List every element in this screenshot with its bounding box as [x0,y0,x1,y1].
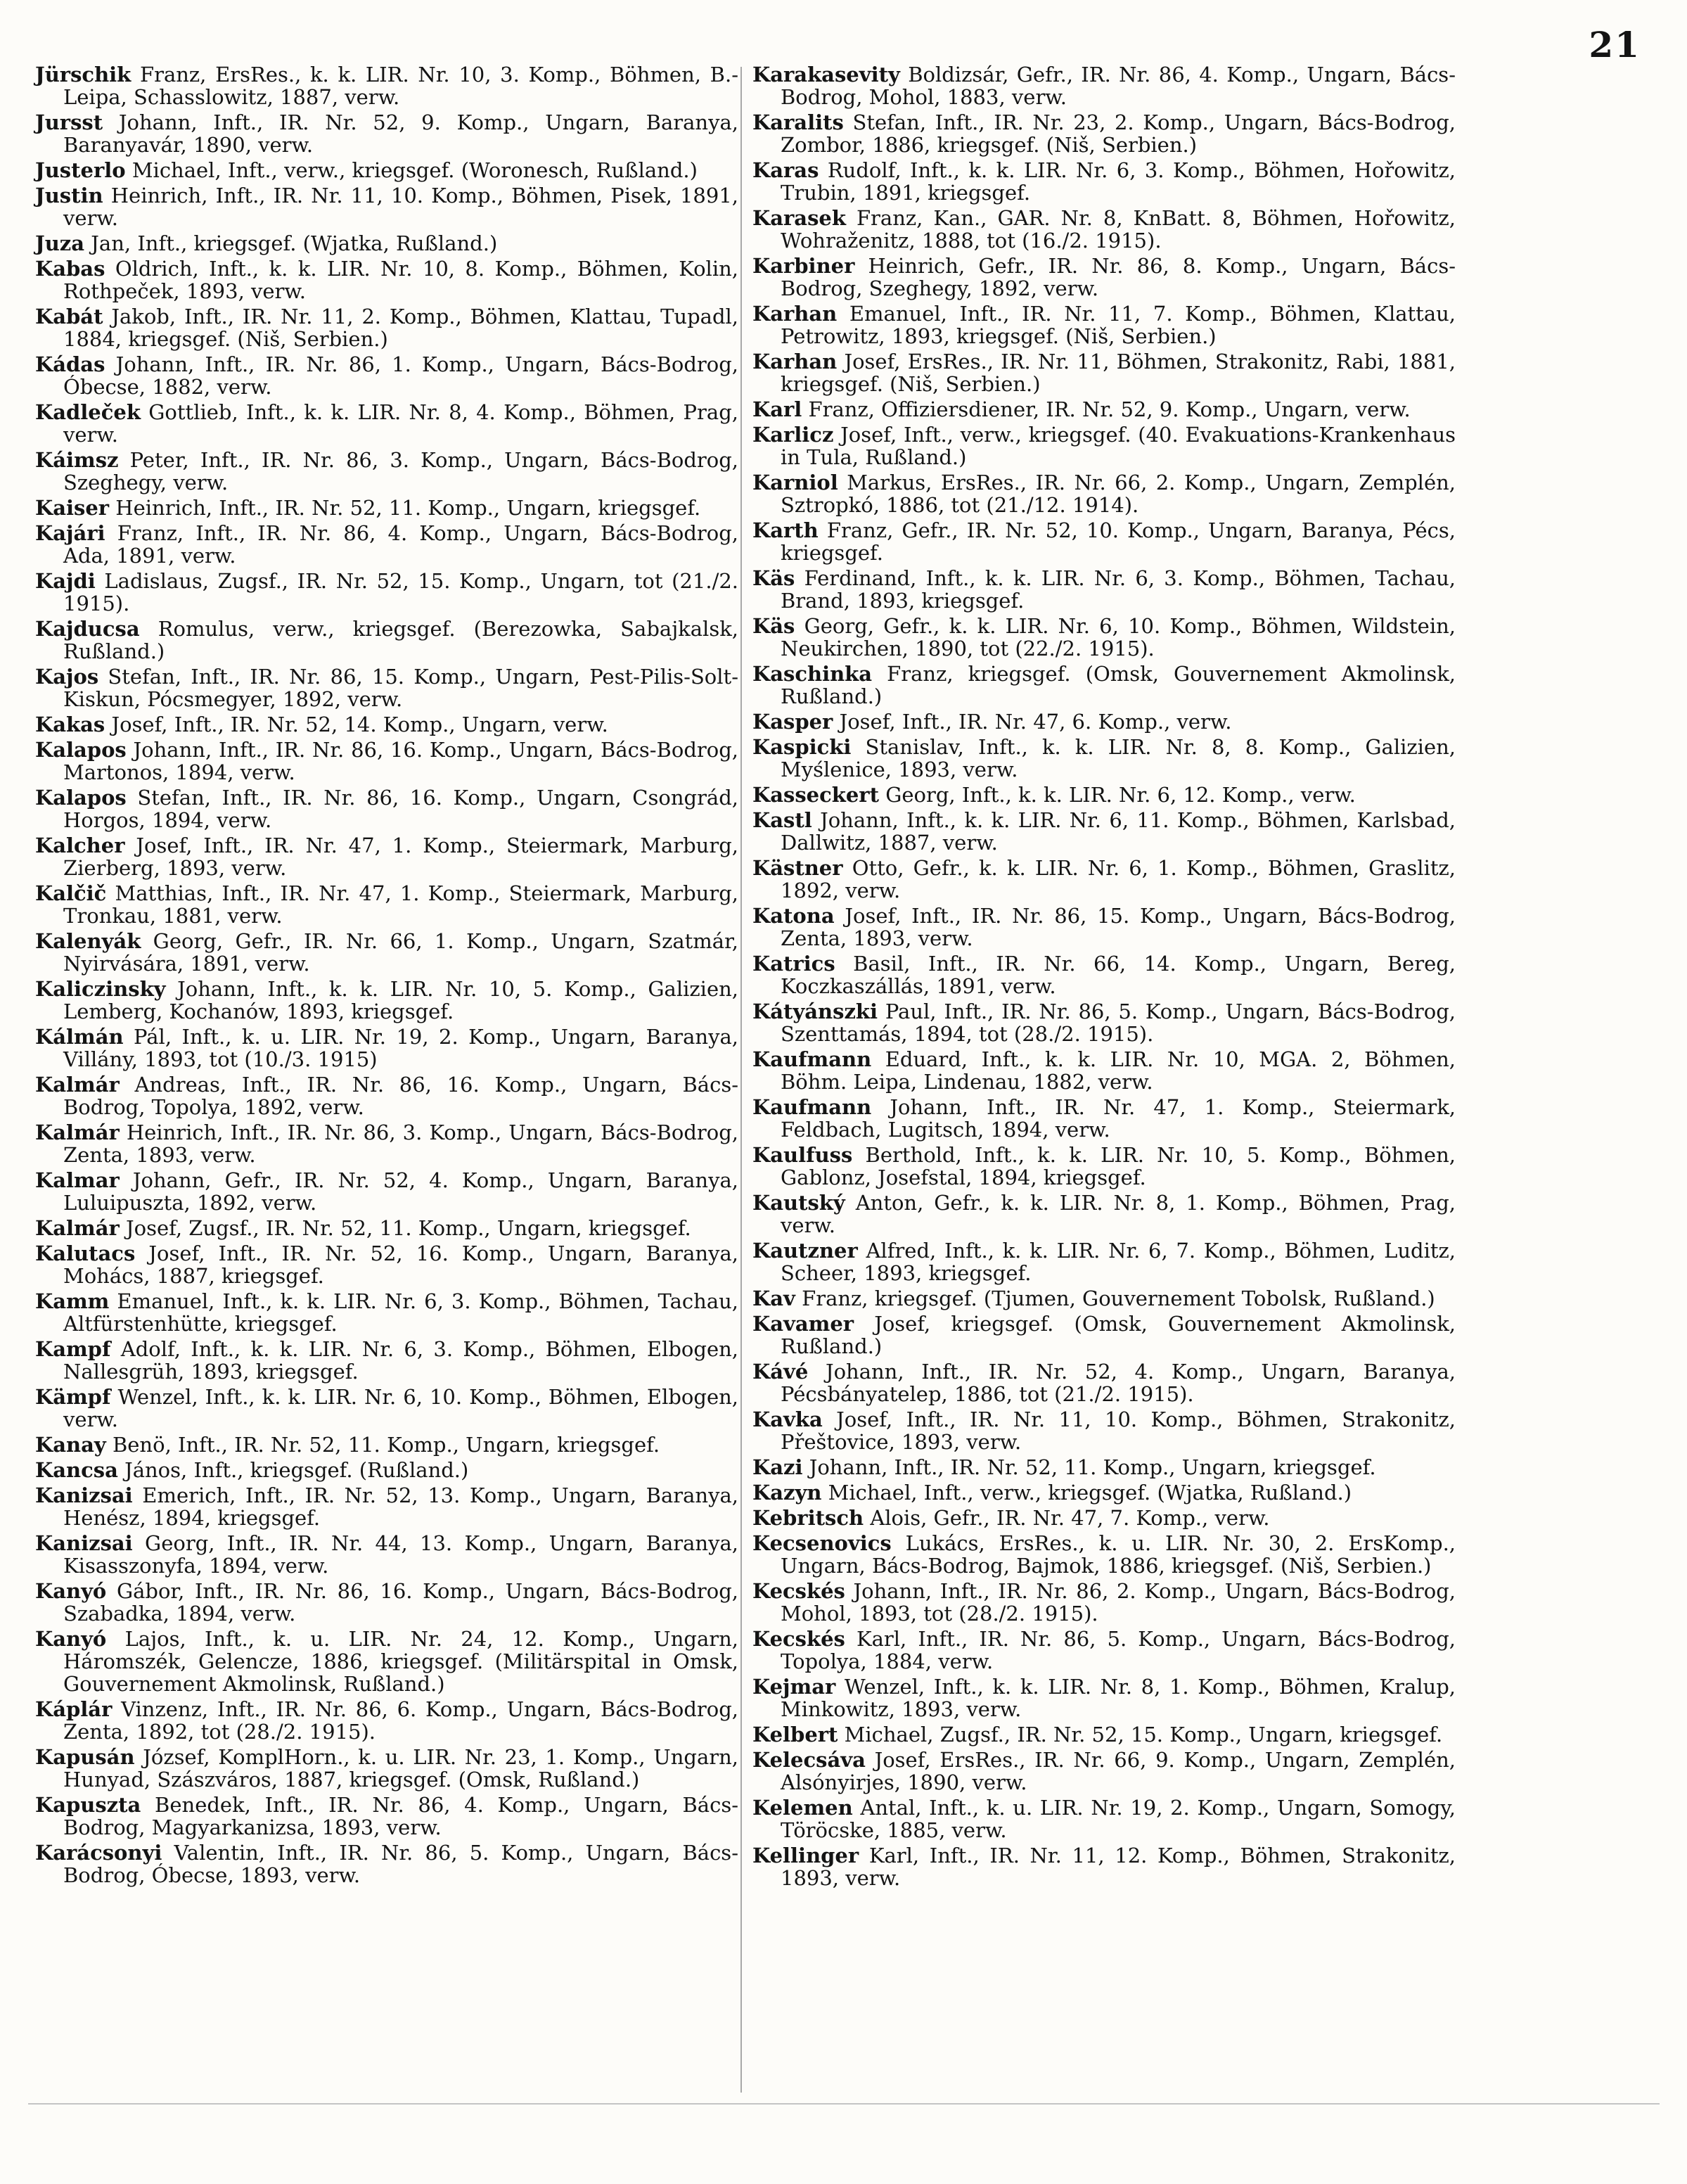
casualty-entry [35,834,738,879]
entry-details: Johann, Inft., k. k. LIR. Nr. 10, 5. Komp., Galizien, Lemberg, Kochanów, 1893, kriegsgef. [63,977,739,1023]
entry-surname: Kämpf [35,1385,111,1409]
entry-surname: Kalmár [35,1120,120,1144]
casualty-entry [35,1386,738,1431]
casualty-entry [35,111,738,156]
entry-surname: Kelemen [752,1796,853,1820]
casualty-entry [752,519,1456,564]
entry-details: Stefan, Inft., IR. Nr. 86, 16. Komp., Ungarn, Csongrád, Horgos, 1894, verw. [63,786,739,832]
entry-details: Josef, Inft., IR. Nr. 47, 1. Komp., Steiermark, Marburg, Zierberg, 1893, verw. [63,834,739,880]
casualty-entry [752,398,1456,421]
casualty-entry [35,497,738,519]
casualty-entry [35,1073,738,1118]
entry-surname: Karhan [752,350,838,373]
entry-surname: Kalčič [35,881,107,905]
casualty-entry [35,353,738,398]
entry-surname: Käs [752,566,795,590]
entry-surname: Kecskés [752,1579,845,1603]
entry-details: Peter, Inft., IR. Nr. 86, 3. Komp., Ungarn, Bács-Bodrog, Szeghegy, verw. [63,448,739,494]
casualty-entry [752,1723,1456,1746]
entry-surname: Justerlo [35,158,126,182]
casualty-entry [752,1360,1456,1405]
casualty-entry [35,1459,738,1481]
entry-details: Adolf, Inft., k. k. LIR. Nr. 6, 3. Komp., Böhmen, Elbogen, Nallesgrüh, 1893, kriegsgef. [63,1337,738,1384]
entry-details: Heinrich, Gefr., IR. Nr. 86, 8. Komp., Ungarn, Bács-Bodrog, Szeghegy, 1892, verw. [781,254,1456,300]
entry-surname: Karlicz [752,423,834,447]
entry-details: Josef, Inft., IR. Nr. 52, 14. Komp., Ungarn, verw. [111,713,608,736]
entry-details: Josef, ErsRes., IR. Nr. 11, Böhmen, Strakonitz, Rabi, 1881, kriegsgef. (Niš, Serbien.) [781,350,1456,396]
entry-surname: Kancsa [35,1458,118,1482]
entry-surname: Käs [752,614,795,638]
casualty-entry [752,1580,1456,1625]
casualty-entry [35,786,738,831]
casualty-entry [35,1794,738,1839]
entry-surname: Kästner [752,856,843,880]
entry-details: Johann, Inft., k. k. LIR. Nr. 6, 11. Komp., Böhmen, Karlsbad, Dallwitz, 1887, verw. [781,808,1456,855]
entry-surname: Kellinger [752,1844,859,1867]
casualty-entry [35,257,738,302]
entry-details: Boldizsár, Gefr., IR. Nr. 86, 4. Komp., Ungarn, Bács-Bodrog, Mohol, 1883, verw. [781,63,1456,109]
casualty-entry [35,159,738,181]
casualty-entry [35,1746,738,1791]
entry-surname: Katrics [752,952,835,976]
entry-surname: Kaiser [35,496,110,520]
entry-details: Franz, ErsRes., k. k. LIR. Nr. 10, 3. Komp., Böhmen, B.-Leipa, Schasslowitz, 1887, verw. [63,63,739,109]
casualty-entry [35,1484,738,1529]
casualty-entry [752,905,1456,950]
entry-details: Heinrich, Inft., IR. Nr. 52, 11. Komp., Ungarn, kriegsgef. [115,496,701,520]
entry-details: János, Inft., kriegsgef. (Rußland.) [124,1458,469,1482]
entry-details: Otto, Gefr., k. k. LIR. Nr. 6, 1. Komp., Böhmen, Graslitz, 1892, verw. [781,856,1456,902]
casualty-entry [35,713,738,736]
casualty-entry [35,449,738,494]
entry-details: Josef, Inft., IR. Nr. 52, 16. Komp., Ungarn, Baranya, Mohács, 1887, kriegsgef. [63,1241,738,1288]
casualty-entry [35,739,738,784]
left-column [35,63,738,1889]
entry-details: Gottlieb, Inft., k. k. LIR. Nr. 8, 4. Komp., Böhmen, Prag, verw. [63,400,738,447]
entry-details: Heinrich, Inft., IR. Nr. 86, 3. Komp., Ungarn, Bács-Bodrog, Zenta, 1893, verw. [63,1120,738,1167]
entry-surname: Kalapos [35,738,127,762]
entry-surname: Kabas [35,257,105,281]
entry-surname: Karas [752,158,819,182]
entry-details: Ladislaus, Zugsf., IR. Nr. 52, 15. Komp., Ungarn, tot (21./2. 1915). [63,569,739,615]
entry-surname: Kaufmann [752,1047,872,1071]
entry-details: Georg, Inft., k. k. LIR. Nr. 6, 12. Komp., verw. [885,783,1356,807]
entry-details: Emanuel, Inft., k. k. LIR. Nr. 6, 3. Komp., Böhmen, Tachau, Altfürstenhütte, kriegsgef. [63,1289,739,1336]
entry-surname: Kakas [35,713,105,736]
entry-details: Matthias, Inft., IR. Nr. 47, 1. Komp., Steiermark, Marburg, Tronkau, 1881, verw. [63,881,739,928]
entry-surname: Karniol [752,471,838,494]
entry-surname: Kavka [752,1407,823,1431]
entry-surname: Káimsz [35,448,119,472]
entry-details: Josef, Inft., IR. Nr. 86, 15. Komp., Ungarn, Bács-Bodrog, Zenta, 1893, verw. [781,904,1456,950]
casualty-entry [752,1481,1456,1504]
entry-details: Josef, Inft., IR. Nr. 11, 10. Komp., Böhmen, Strakonitz, Přeštovice, 1893, verw. [781,1407,1456,1454]
entry-surname: Kautský [752,1191,845,1215]
entry-surname: Kapusán [35,1745,135,1769]
entry-surname: Kejmar [752,1675,836,1699]
entry-surname: Kecskés [752,1627,845,1651]
casualty-entry [752,1096,1456,1141]
entry-details: Stefan, Inft., IR. Nr. 86, 15. Komp., Ungarn, Pest-Pilis-Solt-Kiskun, Pócsmegyer, 1892, verw. [63,665,738,711]
entry-surname: Karl [752,397,802,421]
entry-details: Josef, Inft., IR. Nr. 47, 6. Komp., verw. [839,710,1232,734]
entry-details: Vinzenz, Inft., IR. Nr. 86, 6. Komp., Ungarn, Bács-Bodrog, Zenta, 1892, tot (28./2. 1915). [63,1697,738,1744]
entry-surname: Kaliczinsky [35,977,166,1001]
entry-details: Michael, Zugsf., IR. Nr. 52, 15. Komp., Ungarn, kriegsgef. [844,1723,1443,1746]
casualty-entry [752,663,1456,708]
casualty-entry [752,1287,1456,1310]
entry-details: Johann, Inft., IR. Nr. 52, 4. Komp., Ungarn, Baranya, Pécsbányatelep, 1886, tot (21./2. 1915). [781,1360,1456,1406]
casualty-entry [752,350,1456,395]
entry-surname: Kanyó [35,1579,107,1603]
entry-surname: Kálmán [35,1025,124,1049]
entry-surname: Kalmár [35,1216,120,1240]
entry-details: Jakob, Inft., IR. Nr. 11, 2. Komp., Böhmen, Klattau, Tupadl, 1884, kriegsgef. (Niš, Serbien.) [63,305,738,351]
casualty-entry [752,1408,1456,1453]
entry-details: Karl, Inft., IR. Nr. 11, 12. Komp., Böhmen, Strakonitz, 1893, verw. [781,1844,1456,1890]
casualty-entry [35,930,738,975]
entry-surname: Karalits [752,110,844,134]
entry-surname: Kanizsai [35,1483,133,1507]
casualty-entry [752,1749,1456,1794]
entry-surname: Karbiner [752,254,855,278]
entry-surname: Kaspicki [752,735,852,759]
casualty-entry [752,1239,1456,1284]
entry-details: Johann, Inft., IR. Nr. 86, 2. Komp., Ungarn, Bács-Bodrog, Mohol, 1893, tot (28./2. 1915). [781,1579,1456,1626]
casualty-entry [35,978,738,1023]
casualty-entry [35,570,738,615]
casualty-entry [35,1169,738,1214]
entry-details: Franz, kriegsgef. (Tjumen, Gouvernement Tobolsk, Rußland.) [802,1286,1435,1310]
casualty-entry [35,618,738,663]
entry-surname: Kanay [35,1433,106,1457]
casualty-entry [752,784,1456,806]
casualty-entry [752,1048,1456,1093]
entry-surname: Kazi [752,1455,803,1479]
entry-details: Franz, kriegsgef. (Omsk, Gouvernement Akmolinsk, Rußland.) [781,662,1456,708]
entry-details: Eduard, Inft., k. k. LIR. Nr. 10, MGA. 2, Böhmen, Böhm. Leipa, Lindenau, 1882, verw. [781,1047,1456,1094]
casualty-entry [35,1841,738,1886]
entry-surname: Justin [35,184,103,207]
casualty-entry [35,1580,738,1625]
entry-details: Heinrich, Inft., IR. Nr. 11, 10. Komp., Böhmen, Pisek, 1891, verw. [63,184,738,230]
entry-surname: Kalcher [35,834,125,857]
entry-details: Franz, Kan., GAR. Nr. 8, KnBatt. 8, Böhmen, Hořowitz, Wohraženitz, 1888, tot (16./2. 1915). [781,206,1456,253]
entry-surname: Kavamer [752,1312,854,1336]
entry-details: Johann, Inft., IR. Nr. 86, 1. Komp., Ungarn, Bács-Bodrog, Óbecse, 1882, verw. [63,352,738,399]
entry-details: Gábor, Inft., IR. Nr. 86, 16. Komp., Ungarn, Bács-Bodrog, Szabadka, 1894, verw. [63,1579,738,1626]
entry-details: Johann, Inft., IR. Nr. 86, 16. Komp., Ungarn, Bács-Bodrog, Martonos, 1894, verw. [63,738,738,784]
entry-details: Johann, Gefr., IR. Nr. 52, 4. Komp., Ungarn, Baranya, Luluipuszta, 1892, verw. [63,1168,738,1215]
casualty-entry [35,1628,738,1695]
casualty-entry [752,255,1456,300]
casualty-entry [35,1532,738,1577]
casualty-entry [35,1338,738,1383]
casualty-entry [35,1121,738,1166]
entry-details: József, KomplHorn., k. u. LIR. Nr. 23, 1. Komp., Ungarn, Hunyad, Szászváros, 1887, kriegsgef. (Omsk, Rußland.) [63,1745,739,1792]
casualty-entry [752,952,1456,997]
entry-details: Anton, Gefr., k. k. LIR. Nr. 8, 1. Komp., Böhmen, Prag, verw. [781,1191,1456,1237]
entry-surname: Kasper [752,710,833,734]
casualty-entry [752,1313,1456,1358]
entry-details: Franz, Offiziersdiener, IR. Nr. 52, 9. Komp., Ungarn, verw. [808,397,1411,421]
entry-surname: Kelbert [752,1723,838,1746]
casualty-entry [35,1290,738,1335]
entry-details: Berthold, Inft., k. k. LIR. Nr. 10, 5. Komp., Böhmen, Gablonz, Josefstal, 1894, kriegsgef. [781,1143,1456,1189]
entry-details: Benö, Inft., IR. Nr. 52, 11. Komp., Ungarn, kriegsgef. [112,1433,660,1457]
entry-surname: Kanyó [35,1627,107,1651]
entry-surname: Kajos [35,665,99,689]
entry-details: Michael, Inft., verw., kriegsgef. (Wjatka, Rußland.) [828,1481,1352,1505]
entry-details: Basil, Inft., IR. Nr. 66, 14. Komp., Ungarn, Bereg, Koczkaszállás, 1891, verw. [781,952,1456,998]
entry-details: Oldrich, Inft., k. k. LIR. Nr. 10, 8. Komp., Böhmen, Kolin, Rothpeček, 1893, verw. [63,257,739,303]
entry-surname: Kastl [752,808,812,832]
casualty-entry [35,184,738,229]
entry-details: Josef, Inft., verw., kriegsgef. (40. Evakuations-Krankenhaus in Tula, Rußland.) [781,423,1456,469]
entry-surname: Kabát [35,305,103,328]
entry-details: Markus, ErsRes., IR. Nr. 66, 2. Komp., Ungarn, Zemplén, Sztropkó, 1886, tot (21./12. 1914). [781,471,1456,517]
casualty-entry [35,665,738,710]
entry-surname: Kajári [35,521,105,545]
entry-surname: Kaschinka [752,662,873,686]
right-column [752,63,1456,1892]
entry-details: Valentin, Inft., IR. Nr. 86, 5. Komp., Ungarn, Bács-Bodrog, Óbecse, 1893, verw. [63,1841,738,1887]
casualty-entry [752,1532,1456,1577]
entry-surname: Karhan [752,302,838,326]
entry-details: Andreas, Inft., IR. Nr. 86, 16. Komp., Ungarn, Bács-Bodrog, Topolya, 1892, verw. [63,1073,739,1119]
entry-surname: Kajducsa [35,617,140,641]
entry-surname: Karasek [752,206,846,230]
entry-surname: Katona [752,904,835,928]
casualty-entry [752,736,1456,781]
casualty-entry [752,111,1456,156]
casualty-entry [752,1675,1456,1720]
entry-details: Benedek, Inft., IR. Nr. 86, 4. Komp., Ungarn, Bács-Bodrog, Magyarkanizsa, 1893, verw. [63,1793,739,1839]
casualty-entry [752,567,1456,612]
entry-details: Stefan, Inft., IR. Nr. 23, 2. Komp., Ungarn, Bács-Bodrog, Zombor, 1886, kriegsgef. (Niš, Serbien.) [781,110,1456,157]
casualty-entry [752,471,1456,516]
page-number: 21 [1589,24,1641,65]
entry-details: Antal, Inft., k. u. LIR. Nr. 19, 2. Komp., Ungarn, Somogy, Töröcske, 1885, verw. [781,1796,1456,1842]
entry-details: Lukács, ErsRes., k. u. LIR. Nr. 30, 2. ErsKomp., Ungarn, Bács-Bodrog, Bajmok, 1886, kriegsgef. (Niš, Serbien.) [781,1531,1456,1578]
entry-surname: Jursst [35,110,103,134]
entry-surname: Kajdi [35,569,96,593]
entry-surname: Karakasevity [752,63,900,87]
casualty-entry [752,159,1456,204]
entry-details: Romulus, verw., kriegsgef. (Berezowka, Sabajkalsk, Rußland.) [63,617,738,663]
casualty-entry [752,1844,1456,1889]
casualty-entry [752,809,1456,854]
entry-details: Johann, Inft., IR. Nr. 47, 1. Komp., Steiermark, Feldbach, Lugitsch, 1894, verw. [781,1095,1456,1142]
casualty-entry [752,1796,1456,1841]
entry-details: Emanuel, Inft., IR. Nr. 11, 7. Komp., Böhmen, Klattau, Petrowitz, 1893, kriegsgef. (Niš, Serbien.) [781,302,1456,348]
casualty-entry [752,423,1456,468]
casualty-entry [35,232,738,255]
casualty-entry [752,1456,1456,1479]
casualty-entry [35,1433,738,1456]
entry-surname: Kampf [35,1337,111,1361]
entry-details: Josef, ErsRes., IR. Nr. 66, 9. Komp., Ungarn, Zemplén, Alsónyirjes, 1890, verw. [781,1748,1456,1794]
entry-surname: Kaufmann [752,1095,872,1119]
entry-details: Lajos, Inft., k. u. LIR. Nr. 24, 12. Komp., Ungarn, Háromszék, Gelencze, 1886, kriegsgef. (Militärspital in Omsk, Gouvernement Akmolinsk, Rußland.) [63,1627,738,1696]
entry-surname: Kav [752,1286,795,1310]
entry-details: Georg, Inft., IR. Nr. 44, 13. Komp., Ungarn, Baranya, Kisasszonyfa, 1894, verw. [63,1531,738,1578]
entry-details: Pál, Inft., k. u. LIR. Nr. 19, 2. Komp., Ungarn, Baranya, Villány, 1893, tot (10./3. 1915) [63,1025,739,1071]
entry-details: Georg, Gefr., k. k. LIR. Nr. 6, 10. Komp., Böhmen, Wildstein, Neukirchen, 1890, tot (22./2. 1915). [781,614,1456,660]
entry-surname: Kalmar [35,1168,120,1192]
casualty-entry [752,857,1456,902]
casualty-entry [752,63,1456,108]
entry-details: Karl, Inft., IR. Nr. 86, 5. Komp., Ungarn, Bács-Bodrog, Topolya, 1884, verw. [781,1627,1456,1673]
casualty-entry [35,1698,738,1743]
entry-surname: Kalapos [35,786,127,810]
entry-surname: Kautzner [752,1239,858,1263]
entry-surname: Káplár [35,1697,113,1721]
entry-details: Josef, Zugsf., IR. Nr. 52, 11. Komp., Ungarn, kriegsgef. [126,1216,691,1240]
casualty-entry [35,882,738,927]
entry-details: Jan, Inft., kriegsgef. (Wjatka, Rußland.) [91,231,498,255]
entry-surname: Karth [752,518,819,542]
entry-details: Georg, Gefr., IR. Nr. 66, 1. Komp., Ungarn, Szatmár, Nyirvására, 1891, verw. [63,929,738,976]
entry-details: Franz, Inft., IR. Nr. 86, 4. Komp., Ungarn, Bács-Bodrog, Ada, 1891, verw. [63,521,738,568]
entry-surname: Kadleček [35,400,141,424]
entry-details: Ferdinand, Inft., k. k. LIR. Nr. 6, 3. Komp., Böhmen, Tachau, Brand, 1893, kriegsgef. [781,566,1456,613]
bottom-rule [28,2103,1660,2105]
casualty-entry [35,1217,738,1239]
entry-surname: Kazyn [752,1481,822,1505]
casualty-entry [752,1192,1456,1237]
entry-surname: Kádas [35,352,105,376]
entry-surname: Kelecsáva [752,1748,866,1772]
casualty-entry [752,1507,1456,1529]
entry-details: Wenzel, Inft., k. k. LIR. Nr. 6, 10. Komp., Böhmen, Elbogen, verw. [63,1385,739,1431]
entry-details: Paul, Inft., IR. Nr. 86, 5. Komp., Ungarn, Bács-Bodrog, Szenttamás, 1894, tot (28./2. 1915). [781,1000,1456,1046]
casualty-entry [35,1026,738,1071]
entry-surname: Kalmár [35,1073,120,1097]
entry-surname: Kátyánszki [752,1000,878,1023]
entry-surname: Jürschik [35,63,132,87]
entry-details: Stanislav, Inft., k. k. LIR. Nr. 8, 8. Komp., Galizien, Myślenice, 1893, verw. [781,735,1456,781]
entry-surname: Juza [35,231,85,255]
entry-surname: Kaulfuss [752,1143,853,1167]
column-divider [740,67,742,2093]
casualty-entry [752,1628,1456,1673]
entry-surname: Kecsenovics [752,1531,892,1555]
casualty-entry [752,302,1456,347]
casualty-entry [35,305,738,350]
casualty-entry [35,522,738,567]
casualty-entry [35,63,738,108]
entry-details: Josef, kriegsgef. (Omsk, Gouvernement Akmolinsk, Rußland.) [781,1312,1456,1358]
entry-details: Alfred, Inft., k. k. LIR. Nr. 6, 7. Komp., Böhmen, Luditz, Scheer, 1893, kriegsgef. [781,1239,1456,1285]
entry-surname: Kebritsch [752,1506,864,1530]
casualty-entry [752,1000,1456,1045]
entry-details: Franz, Gefr., IR. Nr. 52, 10. Komp., Ungarn, Baranya, Pécs, kriegsgef. [781,518,1456,565]
entry-surname: Kamm [35,1289,110,1313]
casualty-entry [752,1144,1456,1189]
entry-surname: Kávé [752,1360,809,1384]
entry-surname: Karácsonyi [35,1841,162,1865]
entry-surname: Kapuszta [35,1793,141,1817]
entry-surname: Kanizsai [35,1531,133,1555]
entry-details: Johann, Inft., IR. Nr. 52, 9. Komp., Ungarn, Baranya, Baranyavár, 1890, verw. [63,110,739,157]
entry-details: Michael, Inft., verw., kriegsgef. (Woronesch, Rußland.) [132,158,698,182]
entry-details: Johann, Inft., IR. Nr. 52, 11. Komp., Ungarn, kriegsgef. [809,1455,1376,1479]
entry-surname: Kasseckert [752,783,879,807]
casualty-entry [752,615,1456,660]
casualty-entry [35,1242,738,1287]
entry-surname: Kalenyák [35,929,141,953]
entry-details: Alois, Gefr., IR. Nr. 47, 7. Komp., verw. [870,1506,1270,1530]
entry-details: Emerich, Inft., IR. Nr. 52, 13. Komp., Ungarn, Baranya, Henész, 1894, kriegsgef. [63,1483,738,1530]
entry-details: Wenzel, Inft., k. k. LIR. Nr. 8, 1. Komp., Böhmen, Kralup, Minkowitz, 1893, verw. [781,1675,1456,1721]
casualty-entry [752,207,1456,252]
entry-details: Rudolf, Inft., k. k. LIR. Nr. 6, 3. Komp., Böhmen, Hořowitz, Trubin, 1891, kriegsgef. [781,158,1456,205]
casualty-entry [35,401,738,446]
entry-surname: Kalutacs [35,1241,136,1265]
casualty-entry [752,710,1456,733]
